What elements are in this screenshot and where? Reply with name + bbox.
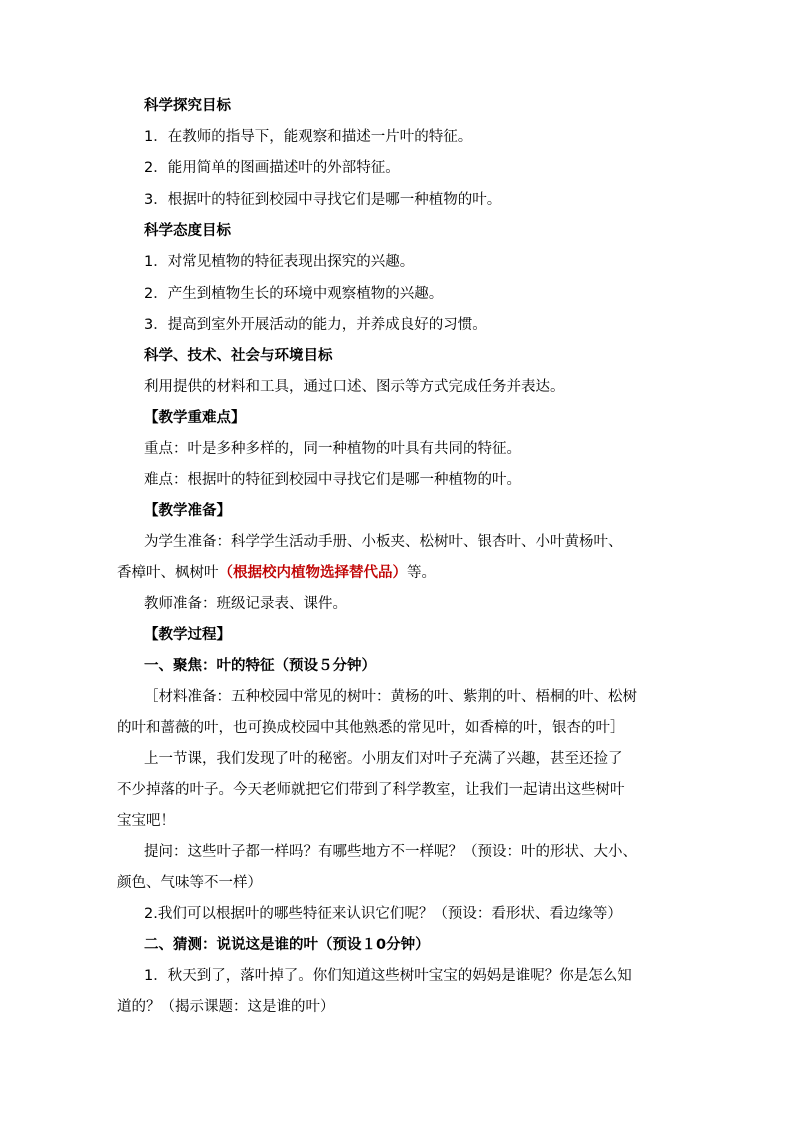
key-points-heading: 【教学重难点】 — [144, 410, 246, 426]
guess-line-1: 1．秋天到了，落叶掉了。你们知道这些树叶宝宝的妈妈是谁呢？你是怎么知 — [144, 968, 632, 984]
question-line-2: 颜色、气味等不一样） — [117, 875, 262, 891]
sts-goals-text: 利用提供的材料和工具，通过口述、图示等方式完成任务并表达。 — [144, 379, 565, 395]
attitude-goals-heading: 科学态度目标 — [144, 223, 231, 239]
attitude-goal-3: 3．提高到室外开展活动的能力，并养成良好的习惯。 — [144, 317, 487, 333]
student-preparation-line-2 — [117, 563, 697, 583]
sts-goals-heading: 科学、技术、社会与环境目标 — [144, 348, 333, 364]
question-line-1: 提问：这些叶子都一样吗？有哪些地方不一样呢？（预设：叶的形状、大小、 — [144, 844, 637, 860]
preparation-heading: 【教学准备】 — [144, 503, 231, 519]
intro-line-2: 不少掉落的叶子。今天老师就把它们带到了科学教室，让我们一起请出这些树叶 — [117, 782, 625, 798]
student-preparation-line-1: 为学生准备：科学学生活动手册、小板夹、松树叶、银杏叶、小叶黄杨叶、 — [144, 534, 623, 550]
materials-line-2: 的叶和蔷薇的叶，也可换成校园中其他熟悉的常见叶，如香樟的叶，银杏的叶］ — [117, 720, 625, 736]
attitude-goal-2: 2．产生到植物生长的环境中观察植物的兴趣。 — [144, 286, 444, 302]
inquiry-goal-3: 3．根据叶的特征到校园中寻找它们是哪一种植物的叶。 — [144, 192, 502, 208]
inquiry-goal-2: 2．能用简单的图画描述叶的外部特征。 — [144, 160, 400, 176]
inquiry-goals-heading: 科学探究目标 — [144, 98, 231, 114]
materials-line-1: ［材料准备：五种校园中常见的树叶：黄杨的叶、紫荆的叶、梧桐的叶、松树 — [144, 689, 637, 705]
section-1-heading: 一、聚焦：叶的特征（预设５分钟） — [144, 658, 376, 674]
attitude-goal-1: 1．对常见植物的特征表现出探究的兴趣。 — [144, 254, 415, 270]
inquiry-goal-1: 1．在教师的指导下，能观察和描述一片叶的特征。 — [144, 129, 473, 145]
process-heading: 【教学过程】 — [144, 627, 231, 643]
substitution-note: （根据校内植物选择替代品） — [218, 565, 407, 581]
student-preparation-end: 等。 — [407, 565, 436, 581]
difficult-point: 难点：根据叶的特征到校园中寻找它们是哪一种植物的叶。 — [144, 472, 521, 488]
teacher-preparation: 教师准备：班级记录表、课件。 — [144, 596, 347, 612]
question-line-3: 2.我们可以根据叶的哪些特征来认识它们呢？（预设：看形状、看边缘等） — [144, 906, 622, 922]
student-preparation-items: 香樟叶、枫树叶 — [117, 565, 219, 581]
section-2-heading: 二、猜测：说说这是谁的叶（预设１0分钟） — [144, 937, 430, 953]
guess-line-2: 道的？（揭示课题：这是谁的叶） — [117, 999, 335, 1015]
intro-line-3: 宝宝吧！ — [117, 813, 175, 829]
intro-line-1: 上一节课，我们发现了叶的秘密。小朋友们对叶子充满了兴趣，甚至还捡了 — [144, 751, 623, 767]
key-point: 重点：叶是多种多样的，同一种植物的叶具有共同的特征。 — [144, 441, 521, 457]
